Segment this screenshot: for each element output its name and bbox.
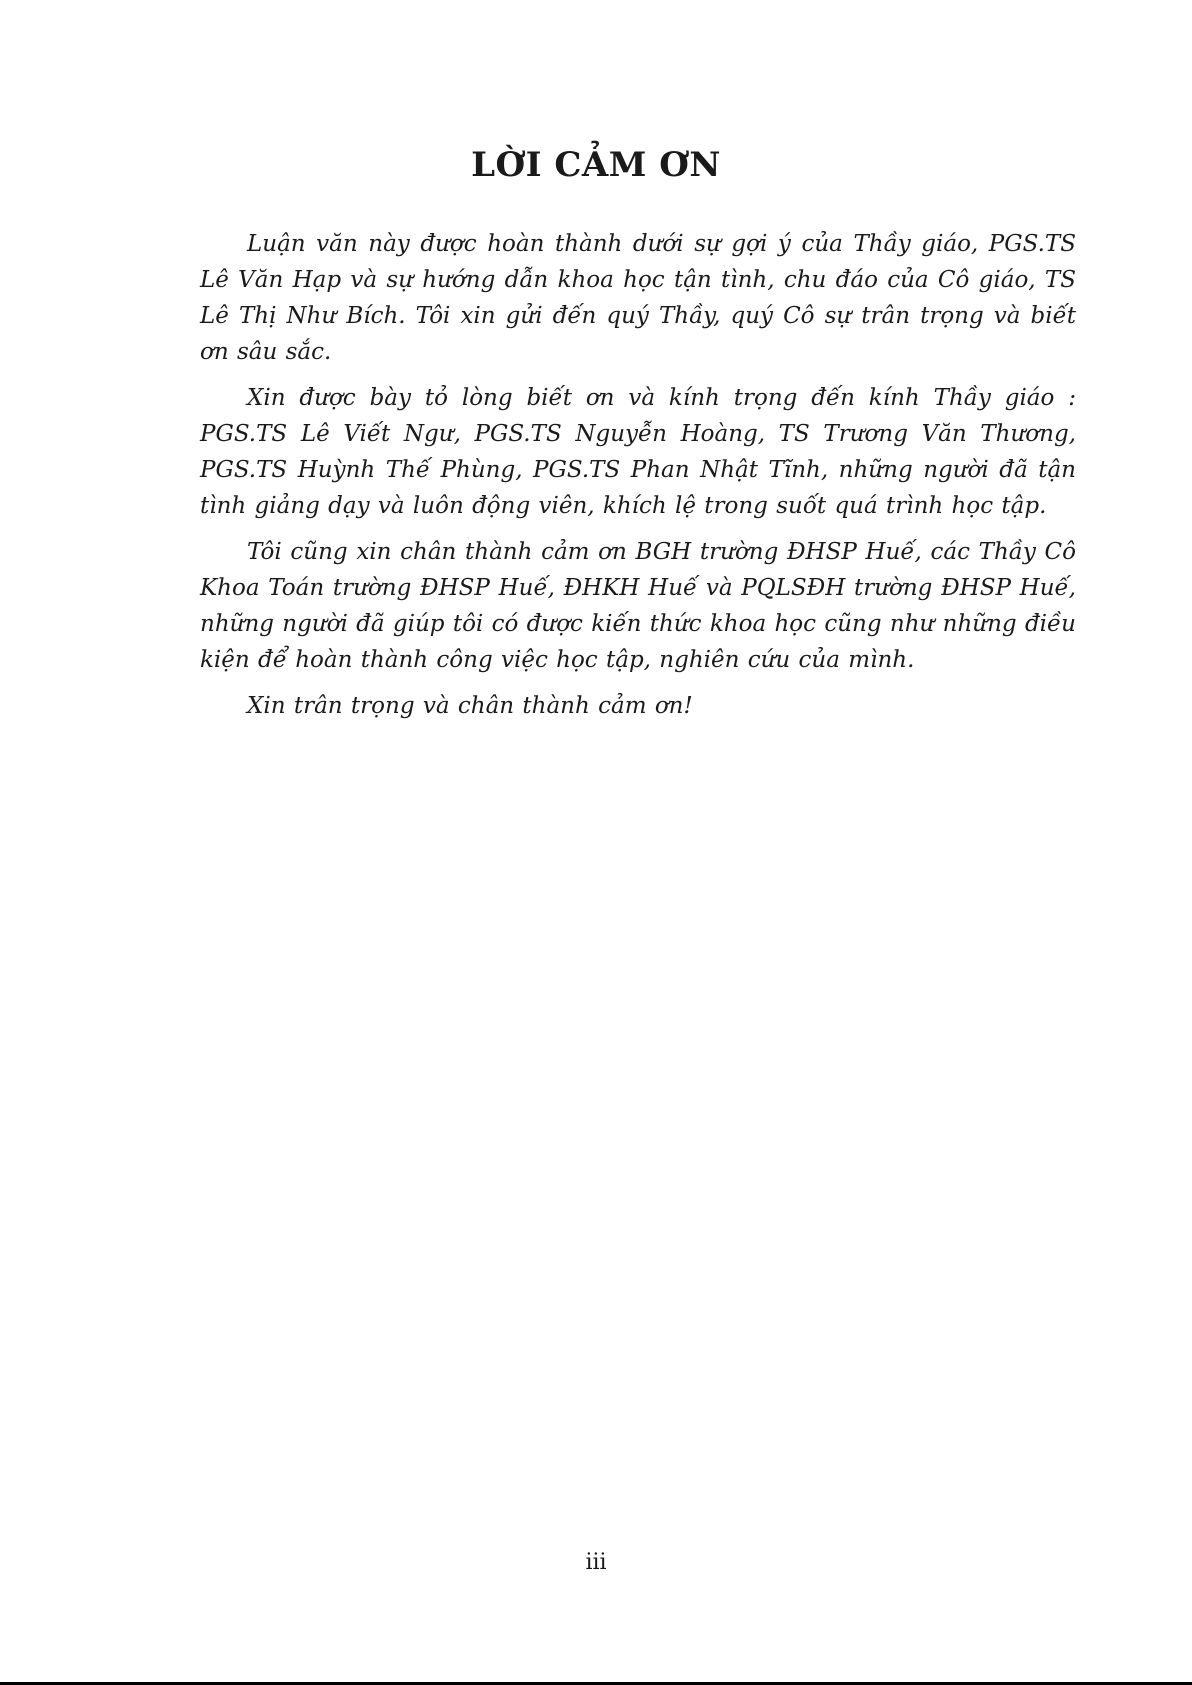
page-number: iii [585,1550,607,1575]
paragraph-4: Xin trân trọng và chân thành cảm ơn! [247,693,693,719]
acknowledgement-body [200,226,1076,734]
page-title: LỜI CẢM ƠN [471,145,721,185]
paragraph-3: Tôi cũng xin chân thành cảm ơn BGH trường ĐHSP Huế, các Thầy Cô Khoa Toán trường ĐHSP Huế, ĐHKH Huế và PQLSĐH trường ĐHSP Huế, những người đã giúp tôi có được kiến thức khoa học cũng như những điều kiện để hoàn thành công việc học tập, nghiên cứu của mình. [200,539,1076,673]
paragraph-1: Luận văn này được hoàn thành dưới sự gợi ý của Thầy giáo, PGS.TS Lê Văn Hạp và sự hướng dẫn khoa học tận tình, chu đáo của Cô giáo, TS Lê Thị Như Bích. Tôi xin gửi đến quý Thầy, quý Cô sự trân trọng và biết ơn sâu sắc. [200,231,1076,365]
paragraph-2: Xin được bày tỏ lòng biết ơn và kính trọng đến kính Thầy giáo : PGS.TS Lê Viết Ngư, PGS.TS Nguyễn Hoàng, TS Trương Văn Thương, PGS.TS Huỳnh Thế Phùng, PGS.TS Phan Nhật Tĩnh, những người đã tận tình giảng dạy và luôn động viên, khích lệ trong suốt quá trình học tập. [200,385,1076,519]
